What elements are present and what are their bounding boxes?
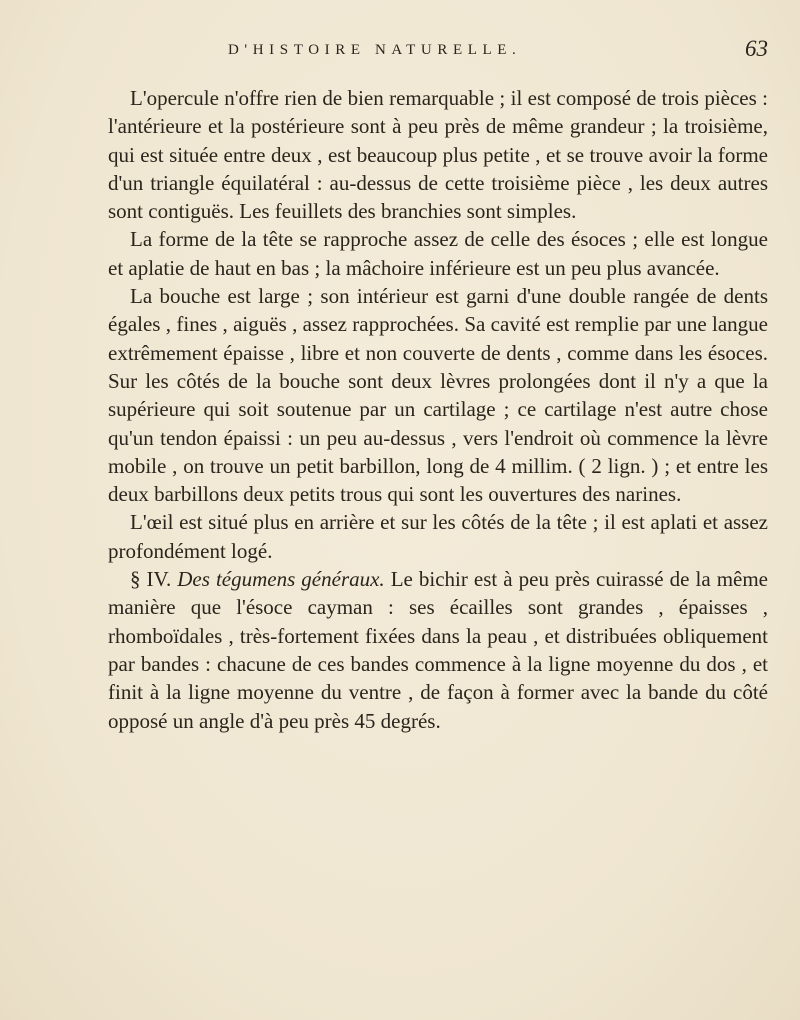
section-title: Des tégumens généraux. (177, 567, 385, 592)
running-head: D'HISTOIRE NATURELLE. (228, 42, 522, 58)
section-text: Le bichir est à peu près cuirassé de la même manière que l'ésoce cayman : ses écailles sont grandes , épaisses , rhomboïdales , très-fortement fixées dans la peau , et distribuées obliquement par bandes : chacune de ces bandes commence à la ligne moyenne du dos , et finit à la ligne moyenne du ventre , de façon à former avec la bande du côté opposé un angle d'à peu près 45 degrés. (108, 567, 768, 733)
paragraph-head-shape: La forme de la tête se rapproche assez de celle des ésoces ; elle est longue et aplatie de haut en bas ; la mâchoire inférieure est un peu plus avancée. (108, 227, 768, 280)
paragraph-mouth: La bouche est large ; son intérieur est garni d'une double rangée de dents égales , fines , aiguës , assez rapprochées. Sa cavité est remplie par une langue extrêmement épaisse , libre et non couverte de dents , comme dans les ésoces. Sur les côtés de la bouche sont deux lèvres prolongées dont il n'y a que la supérieure qui soit soutenue par un cartilage ; ce cartilage n'est autre chose qu'un tendon épaissi : un peu au-dessus , vers l'endroit où commence la lèvre mobile , on trouve un petit barbillon, long de 4 millim. ( 2 lign. ) ; et entre les deux barbillons deux petits trous qui sont les ouvertures des narines. (108, 284, 768, 507)
section-paragraph (108, 565, 768, 735)
paragraph-opercule: L'opercule n'offre rien de bien remarquable ; il est composé de trois pièces : l'antérieure et la postérieure sont à peu près de même grandeur ; la troisième, qui est située entre deux , est beaucoup plus petite , et se trouve avoir la forme d'un triangle équilatéral : au-dessus de cette troisième pièce , les deux autres sont contiguës. Les feuillets des branchies sont simples. (108, 86, 768, 224)
page-number: 63 (745, 36, 768, 61)
section-number: § IV. (130, 567, 172, 592)
page-header (108, 36, 768, 68)
body-text (108, 84, 768, 735)
paragraph-eye: L'œil est situé plus en arrière et sur les côtés de la tête ; il est aplati et assez profondément logé. (108, 510, 768, 563)
